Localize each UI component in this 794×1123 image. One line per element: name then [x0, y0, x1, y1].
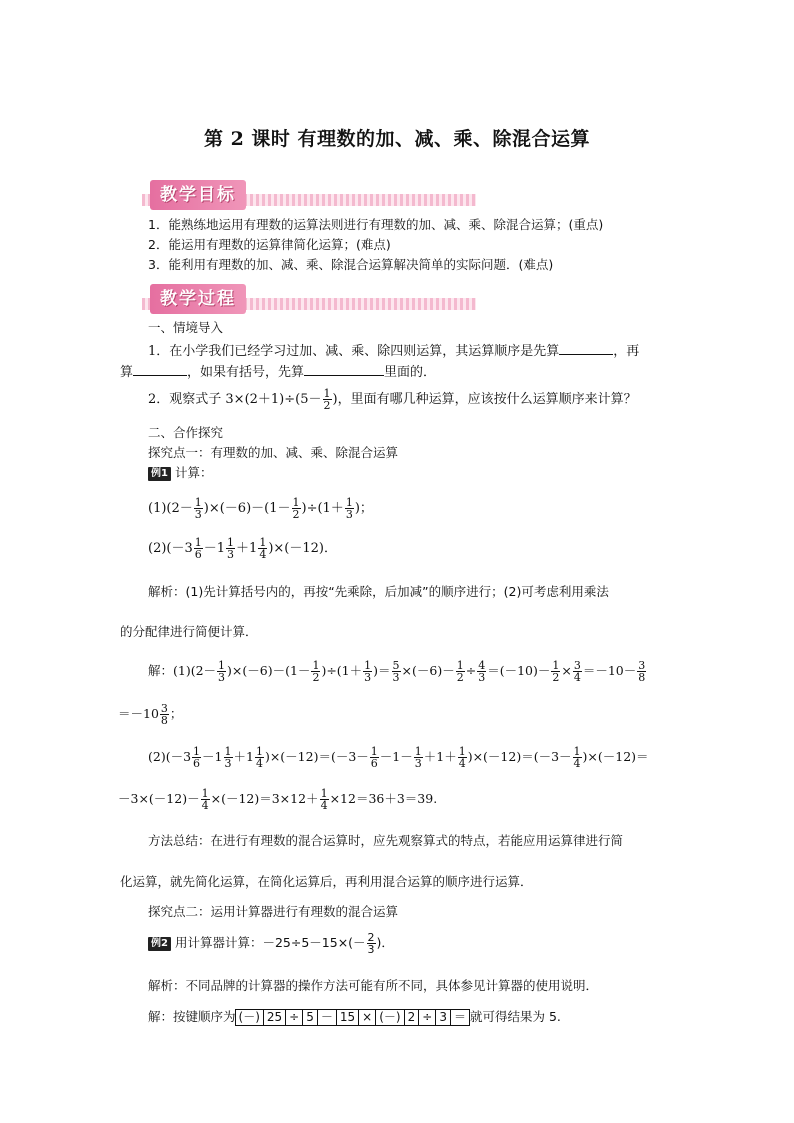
calc-key: ＝	[450, 1009, 470, 1026]
solution-3: 解：按键顺序为 (－) 25 ÷ 5 － 15 × (－) 2 ÷ 3 ＝ 就可得结果为 5.	[148, 1009, 561, 1024]
part2-heading: 二、合作探究	[148, 425, 224, 440]
fraction: $\frac{3}{8}$	[160, 702, 168, 727]
fraction: $\frac{1}{4}$	[320, 787, 328, 812]
calc-key: 5	[302, 1009, 318, 1026]
calc-key: (－)	[375, 1009, 404, 1026]
section-band-goals	[142, 180, 476, 212]
fraction: $\frac{1}{3}$	[224, 745, 232, 770]
fraction: $\frac{1}{4}$	[573, 745, 581, 770]
fraction: $\frac{1}{2}$	[292, 496, 300, 521]
calc-key: ÷	[418, 1009, 436, 1026]
key-sequence	[236, 1009, 470, 1026]
fraction: $\frac{1}{3}$	[364, 659, 372, 684]
analysis-1-line1: 解析：(1)先计算括号内的，再按“先乘除，后加减”的顺序进行；(2)可考虑利用乘法	[148, 584, 609, 599]
solution-1-line1: 解：(1)(2－ $\frac{1}{3}$ )×(－6)－(1－ $\frac{1}{2}$ )÷(1＋ $\frac{1}{3}$ )＝ $\frac{5}{3}$ ×(－6)－ $\frac{1}{2}$ ÷ $\frac{4}{3}$ ＝(－10)－ $\frac{1}{2}$ × $\frac{3}{4}$ ＝－10－ $\frac{3}{8}$	[148, 659, 646, 684]
calc-key: ×	[358, 1009, 376, 1026]
example-tag-2: 例2	[148, 937, 171, 951]
problem-1: (1)(2－ $\frac{1}{3}$ )×(－6)－(1－ $\frac{1}{2}$ )÷(1＋ $\frac{1}{3}$ )；	[148, 496, 373, 521]
part1-heading: 一、情境导入	[148, 320, 224, 335]
solution-2-line2: －3×(－12)－ $\frac{1}{4}$ ×(－12)＝3×12＋ $\frac{1}{4}$ ×12＝36＋3＝39.	[118, 787, 438, 812]
answer-blank-3	[304, 361, 384, 376]
calc-key: 15	[336, 1009, 359, 1026]
fraction: $\frac{1}{6}$	[194, 536, 202, 561]
calc-key: 3	[435, 1009, 451, 1026]
goal-item-3: 3．能利用有理数的加、减、乘、除混合运算解决简单的实际问题．(难点)	[148, 257, 554, 272]
page-title: 第 2 课时 有理数的加、减、乘、除混合运算	[203, 128, 591, 150]
explore-point-1: 探究点一：有理数的加、减、乘、除混合运算	[148, 445, 399, 460]
example-1	[148, 463, 212, 483]
example-1-text: 计算：	[174, 465, 213, 480]
section-band-process	[142, 284, 476, 316]
q1-text-d: ，如果有括号，先算	[187, 365, 305, 380]
calc-key: 25	[263, 1009, 286, 1026]
section-label-goals: 教学目标	[150, 180, 246, 210]
analysis-2: 解析：不同品牌的计算器的操作方法可能有所不同，具体参见计算器的使用说明．	[148, 978, 599, 993]
fraction: $\frac{3}{4}$	[573, 659, 581, 684]
q1-text-e: 里面的．	[384, 365, 437, 380]
solution-2-line1: (2)(－3 $\frac{1}{6}$ －1 $\frac{1}{3}$ ＋1 $\frac{1}{4}$ )×(－12)＝(－3－ $\frac{1}{6}$ －1－ $\frac{1}{3}$ ＋1＋ $\frac{1}{4}$ )×(－12)＝(－3－ $\frac{1}{4}$ )×(－12)＝	[148, 745, 649, 770]
question-1-line2	[120, 361, 436, 383]
calc-key: 2	[404, 1009, 420, 1026]
question-1-line1	[148, 340, 639, 362]
q2-text-a: 2．观察式子 3×(2＋1)÷(5－	[148, 392, 322, 407]
calc-key: －	[317, 1009, 337, 1026]
analysis-1-line2: 的分配律进行简便计算．	[120, 624, 258, 639]
question-2	[148, 388, 637, 411]
fraction: $\frac{2}{3}$	[367, 931, 375, 956]
fraction: $\frac{1}{6}$	[370, 745, 378, 770]
section-label-process: 教学过程	[150, 284, 246, 314]
answer-blank-1	[559, 340, 613, 355]
fraction: $\frac{1}{4}$	[259, 536, 267, 561]
explore-point-2: 探究点二：运用计算器进行有理数的混合运算	[148, 904, 399, 919]
fraction: $\frac{1}{2}$	[456, 659, 464, 684]
summary-line2: 化运算，就先简化运算，在简化运算后，再利用混合运算的顺序进行运算．	[120, 874, 533, 889]
fraction: $\frac{1}{2}$	[552, 659, 560, 684]
q1-text-c: 算	[120, 365, 134, 380]
fraction: $\frac{1}{2}$	[323, 387, 331, 412]
answer-blank-2	[133, 361, 187, 376]
problem-2: (2)(－3 $\frac{1}{6}$ －1 $\frac{1}{3}$ ＋1 $\frac{1}{4}$ )×(－12)．	[148, 536, 337, 561]
fraction: $\frac{1}{6}$	[193, 745, 201, 770]
q2-text-b: )，里面有哪几种运算，应该按什么运算顺序来计算？	[332, 392, 637, 407]
solution-1-line2: ＝－10 $\frac{3}{8}$ ；	[118, 702, 183, 727]
fraction: $\frac{1}{2}$	[312, 659, 320, 684]
fraction: $\frac{1}{4}$	[201, 787, 209, 812]
goal-item-2: 2．能运用有理数的运算律简化运算；(难点)	[148, 237, 391, 252]
q1-text-a: 1．在小学我们已经学习过加、减、乘、除四则运算，其运算顺序是先算	[148, 344, 560, 359]
fraction: $\frac{5}{3}$	[392, 659, 400, 684]
calc-key: ÷	[285, 1009, 303, 1026]
fraction: $\frac{3}{8}$	[638, 659, 646, 684]
q1-text-b: ，再	[613, 344, 640, 359]
fraction: $\frac{4}{3}$	[478, 659, 486, 684]
fraction: $\frac{1}{3}$	[414, 745, 422, 770]
summary-line1: 方法总结：在进行有理数的混合运算时，应先观察算式的特点，若能应用运算律进行简	[148, 833, 624, 848]
example-2: 例2 用计算器计算：－25÷5－15×(－ $\frac{2}{3}$ )．	[148, 932, 394, 955]
fraction: $\frac{1}{3}$	[345, 496, 353, 521]
example-tag-1: 例1	[148, 467, 171, 481]
fraction: $\frac{1}{3}$	[218, 659, 226, 684]
fraction: $\frac{1}{3}$	[194, 496, 202, 521]
calc-key: (－)	[235, 1009, 264, 1026]
goal-item-1: 1．能熟练地运用有理数的运算法则进行有理数的加、减、乘、除混合运算；(重点)	[148, 217, 604, 232]
fraction: $\frac{1}{4}$	[255, 745, 263, 770]
fraction: $\frac{1}{3}$	[227, 536, 235, 561]
fraction: $\frac{1}{4}$	[458, 745, 466, 770]
